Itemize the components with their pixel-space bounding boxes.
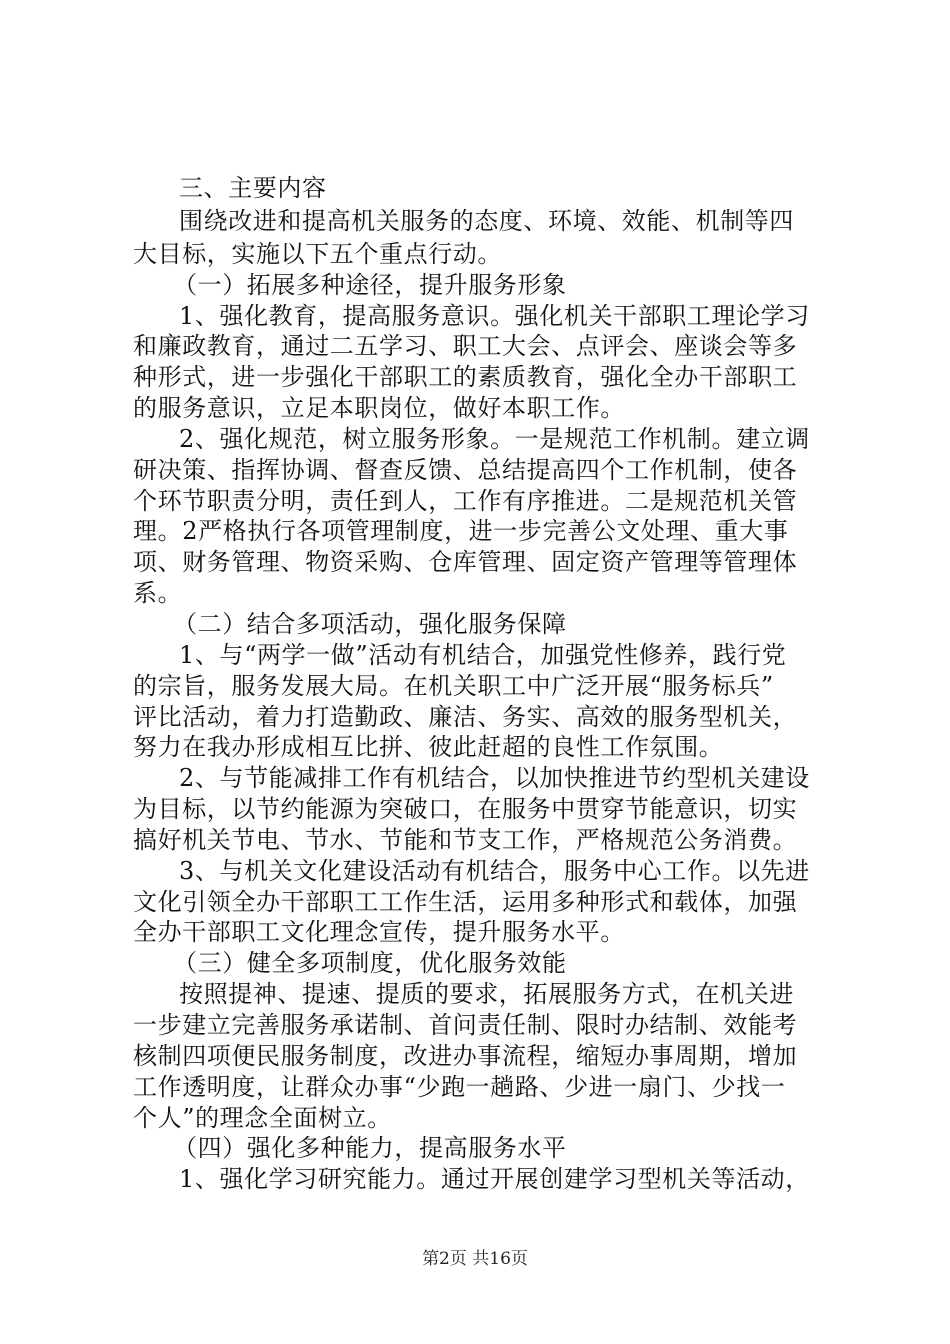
paragraph-line: 为目标，以节约能源为突破口，在服务中贯穿节能意识，切实 (133, 795, 798, 823)
paragraph-line: 核制四项便民服务制度，改进办事流程，缩短办事周期，增加 (133, 1042, 798, 1070)
paragraph-line: 评比活动，着力打造勤政、廉洁、务实、高效的服务型机关， (133, 703, 798, 731)
paragraph-line: 系。 (133, 579, 183, 607)
paragraph-line: 1、强化教育，提高服务意识。强化机关干部职工理论学习 (179, 302, 810, 330)
subheading-2: （二）结合多项活动，强化服务保障 (173, 610, 567, 638)
paragraph-line: 一步建立完善服务承诺制、首问责任制、限时办结制、效能考 (133, 1011, 798, 1039)
paragraph-line: 个环节职责分明，责任到人，工作有序推进。二是规范机关管 (133, 487, 798, 515)
paragraph-line: 理。2严格执行各项管理制度，进一步完善公文处理、重大事 (133, 517, 789, 545)
paragraph-line: 种形式，进一步强化干部职工的素质教育，强化全办干部职工 (133, 363, 798, 391)
paragraph-line: 围绕改进和提高机关服务的态度、环境、效能、机制等四 (179, 207, 794, 235)
paragraph-line: 2、与节能减排工作有机结合，以加快推进节约型机关建设 (179, 764, 810, 792)
paragraph-line: 和廉政教育，通过二五学习、职工大会、点评会、座谈会等多 (133, 332, 798, 360)
paragraph-line: 按照提神、提速、提质的要求，拓展服务方式，在机关进 (179, 980, 794, 1008)
paragraph-line: 全办干部职工文化理念宣传，提升服务水平。 (133, 918, 625, 946)
paragraph-line: 项、财务管理、物资采购、仓库管理、固定资产管理等管理体 (133, 548, 798, 576)
paragraph-line: 的宗旨，服务发展大局。在机关职工中广泛开展“服务标兵” (133, 672, 774, 700)
paragraph-line: 大目标，实施以下五个重点行动。 (133, 240, 502, 268)
paragraph-line: 的服务意识，立足本职岗位，做好本职工作。 (133, 394, 625, 422)
paragraph-line: 搞好机关节电、节水、节能和节支工作，严格规范公务消费。 (133, 826, 798, 854)
subheading-4: （四）强化多种能力，提高服务水平 (173, 1134, 567, 1162)
paragraph-line: 1、强化学习研究能力。通过开展创建学习型机关等活动， (179, 1165, 810, 1193)
paragraph-line: 3、与机关文化建设活动有机结合，服务中心工作。以先进 (179, 857, 810, 885)
paragraph-line: 努力在我办形成相互比拼、彼此赶超的良性工作氛围。 (133, 733, 724, 761)
paragraph-line: 文化引领全办干部职工工作生活，运用多种形式和载体，加强 (133, 888, 798, 916)
paragraph-line: 2、强化规范，树立服务形象。一是规范工作机制。建立调 (179, 425, 810, 453)
subheading-3: （三）健全多项制度，优化服务效能 (173, 949, 567, 977)
paragraph-line: 工作透明度，让群众办事“少跑一趟路、少进一扇门、少找一 (133, 1073, 786, 1101)
heading-main-content: 三、主要内容 (179, 174, 327, 202)
page-number-footer: 第2页 共16页 (422, 1249, 528, 1269)
paragraph-line: 1、与“两学一做”活动有机结合，加强党性修养，践行党 (179, 641, 787, 669)
paragraph-line: 研决策、指挥协调、督查反馈、总结提高四个工作机制，使各 (133, 456, 798, 484)
paragraph-line: 个人”的理念全面树立。 (133, 1104, 392, 1132)
subheading-1: （一）拓展多种途径，提升服务形象 (173, 271, 567, 299)
